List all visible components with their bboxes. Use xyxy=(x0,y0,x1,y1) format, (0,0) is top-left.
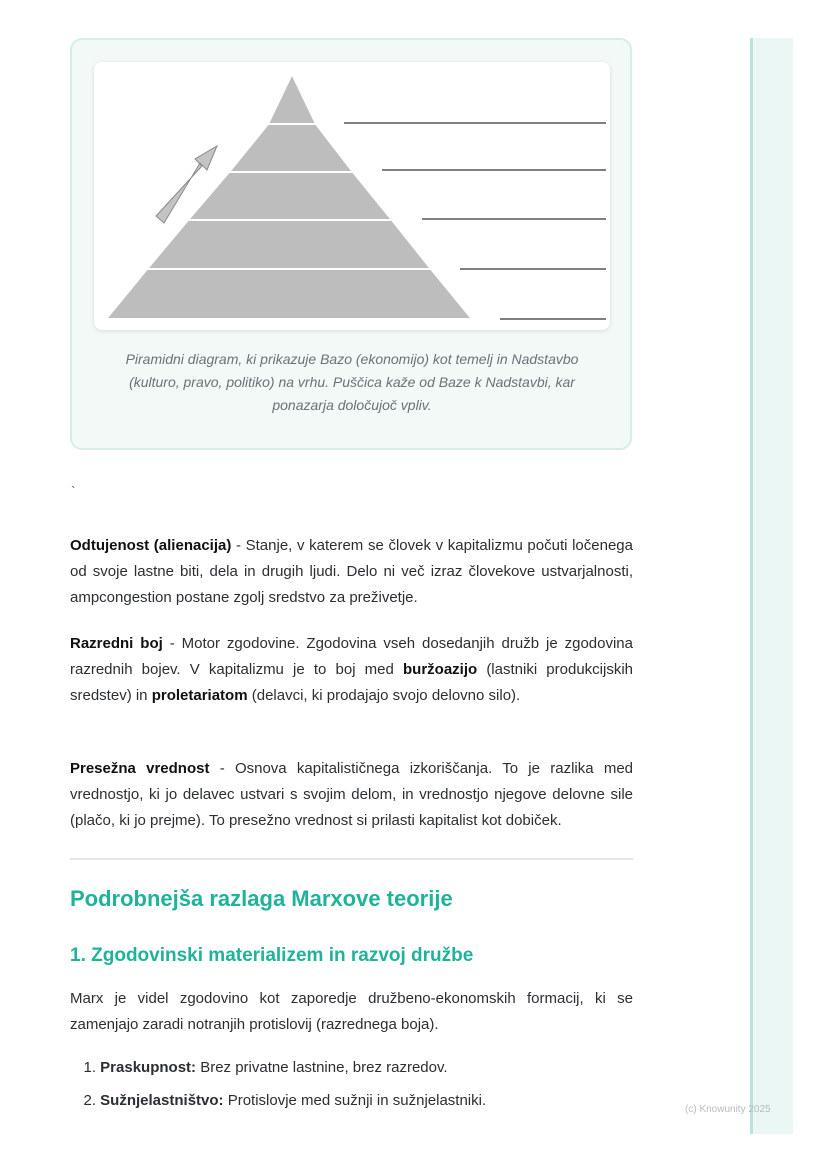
intro-paragraph: Marx je videl zgodovino kot zaporedje družbeno-ekonomskih formacij, ki se zamenjajo zaradi notranjih protislovij (razrednega boja). xyxy=(70,990,633,1033)
pyramid-level-1 xyxy=(268,74,316,124)
list-term: Sužnjelastništvo: xyxy=(100,1092,224,1109)
list-item xyxy=(70,1055,486,1088)
term-bourgeoisie: buržoazijo xyxy=(403,661,478,678)
pyramid-diagram xyxy=(94,62,610,330)
pyramid-level-5 xyxy=(106,269,472,319)
text-alienation: - Stanje, v katerem se človek v kapitalizmu počuti ločenega od svoje lastne biti, dela in drugih ljudi. Delo ni več izraz človekove ustvarjalnosti, ampcongestion postane zgolj sredstvo za preživetje. xyxy=(70,537,633,606)
figure-card xyxy=(70,38,632,450)
term-class-struggle: Razredni boj xyxy=(70,635,163,652)
list-text: Brez privatne lastnine, brez razredov. xyxy=(196,1059,448,1076)
right-margin-band xyxy=(750,38,793,1134)
paragraph-surplus-value xyxy=(70,756,633,834)
pyramid-level-3 xyxy=(188,172,392,220)
list-term: Praskupnost: xyxy=(100,1059,197,1076)
term-alienation: Odtujenost (alienacija) xyxy=(70,537,232,554)
paragraph-class-struggle xyxy=(70,631,633,709)
text-class-struggle-c: (delavci, ki prodajajo svojo delovno silo). xyxy=(247,687,521,704)
text-class-struggle-b: (lastniki produkcijskih sredstev) in xyxy=(70,661,634,704)
list-number: 1. xyxy=(83,1059,96,1076)
subsection-title: 1. Zgodovinski materializem in razvoj družbe xyxy=(70,945,474,966)
formation-list xyxy=(70,1055,486,1121)
list-number: 2. xyxy=(83,1092,96,1109)
term-proletariat: proletariatom xyxy=(151,687,248,704)
term-surplus-value: Presežna vrednost xyxy=(70,760,210,777)
pyramid-level-4 xyxy=(147,220,431,269)
list-text: Protislovje med sužnji in sužnjelastniki. xyxy=(223,1092,487,1109)
text-surplus-value: - Osnova kapitalističnega izkoriščanja. To je razlika med vrednostjo, ki jo delavec ustvari s svojim delom, in vrednostjo njegove delovne sile (plačo, ki jo prejme). To presežno vrednost si prilasti kapitalist kot dobiček. xyxy=(70,760,633,829)
section-divider xyxy=(70,858,633,860)
paragraph-alienation xyxy=(70,533,633,611)
text-class-struggle-a: - Motor zgodovine. Zgodovina vseh dosedanjih družb je zgodovina razrednih bojev. V kapitalizmu je to boj med xyxy=(70,635,633,678)
section-title: Podrobnejša razlaga Marxove teorije xyxy=(70,886,453,911)
pyramid-svg xyxy=(94,62,610,330)
stray-mark: ` xyxy=(71,483,76,499)
list-item xyxy=(70,1088,486,1121)
figure-caption: Piramidni diagram, ki prikazuje Bazo (ekonomijo) kot temelj in Nadstavbo (kulturo, pravo, politiko) na vrhu. Puščica kaže od Baze k Nadstavbi, kar ponazarja določujoč vpliv. xyxy=(125,351,579,413)
footer-credit: (c) Knowunity 2025 xyxy=(685,1104,771,1115)
pyramid-level-2 xyxy=(229,124,353,172)
